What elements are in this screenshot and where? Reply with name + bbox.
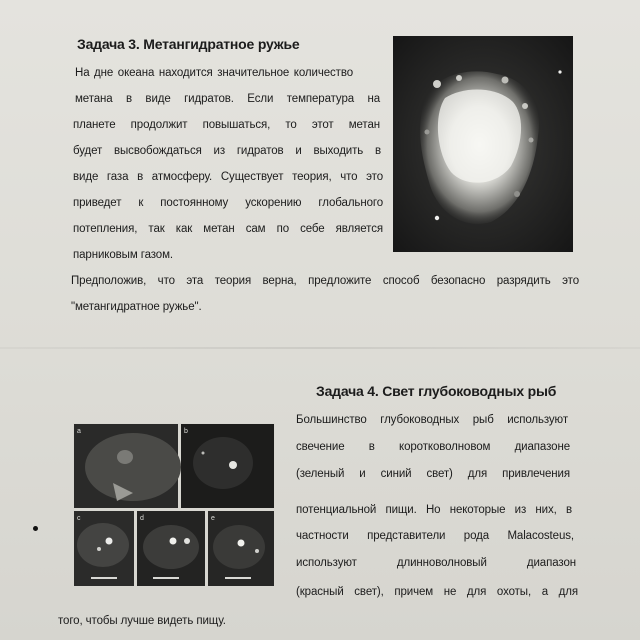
panel-letter-a: a xyxy=(77,428,81,435)
task3-line-7: потепления, так как метан сам по себе является xyxy=(73,223,383,235)
deep-sea-fish-photo-grid xyxy=(73,423,275,587)
task3-line-8: парниковым газом. xyxy=(73,249,173,261)
panel-letter-c: c xyxy=(77,515,81,522)
panel-letter-d: d xyxy=(140,515,144,522)
task3-title: Задача 3. Метангидратное ружье xyxy=(77,36,300,52)
task4-title: Задача 4. Свет глубоководных рыб xyxy=(316,383,557,399)
task3-line-6: приведет к постоянному ускорению глобального xyxy=(73,197,383,209)
paper-fold xyxy=(0,347,640,349)
task3-line-2: метана в виде гидратов. Если температура на xyxy=(75,93,380,105)
task4-line-2: свечение в коротковолновом диапазоне xyxy=(296,441,570,453)
task3-line-3: планете продолжит повышаться, то этот метан xyxy=(73,119,380,131)
task4-line-4: потенциальной пищи. Но некоторые из них, в xyxy=(296,504,572,516)
task3-line-4: будет высвобождаться из гидратов и выходить в xyxy=(73,145,381,157)
task3-line-9: Предположив, что эта теория верна, предложите способ безопасно разрядить это xyxy=(71,275,579,287)
task4-line-1: Большинство глубоководных рыб используют xyxy=(296,414,568,426)
task4-line-7: (красный свет), причем не для охоты, а для xyxy=(296,586,578,598)
panel-letter-e: e xyxy=(211,515,215,522)
task3-line-1: На дне океана находится значительное количество xyxy=(75,67,353,79)
task4-line-8: того, чтобы лучше видеть пищу. xyxy=(58,615,226,627)
task3-line-5: виде газа в атмосферу. Существует теория, что это xyxy=(73,171,383,183)
binder-hole-mark xyxy=(33,526,38,531)
methane-hydrate-photo xyxy=(393,36,573,252)
task4-line-6: используют длинноволновый диапазон xyxy=(296,557,576,569)
panel-letter-b: b xyxy=(184,428,188,435)
task4-line-5: частности представители рода Malacosteus, xyxy=(296,530,574,542)
task4-line-3: (зеленый и синий свет) для привлечения xyxy=(296,468,570,480)
task3-line-10: "метангидратное ружье". xyxy=(71,301,202,313)
